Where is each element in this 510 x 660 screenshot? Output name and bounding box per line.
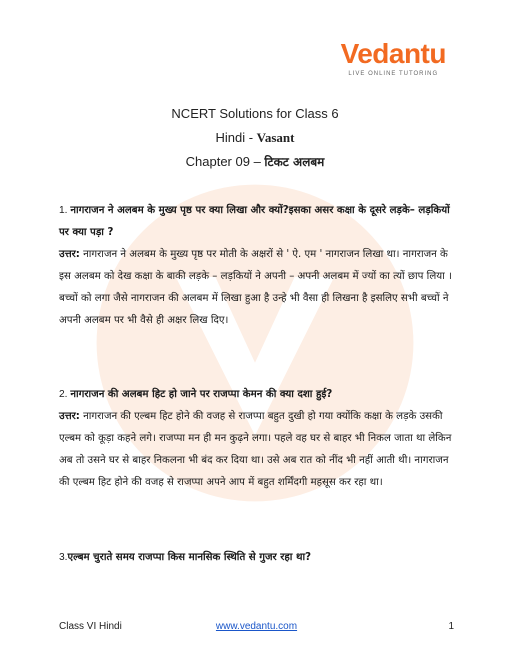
chapter-title: टिकट अलबम — [264, 155, 325, 169]
answer-label: उत्तर: — [59, 249, 80, 260]
question-text: नागराजन की अलबम हिट हो जाने पर राजप्पा केमन की क्या दशा हुई? — [70, 389, 333, 400]
vedantu-logo — [341, 40, 446, 77]
question-number: 3. — [59, 552, 68, 563]
question-text: नागराजन ने अलबम के मुख्य पृष्ठ पर क्या लिखा और क्यों?इसका असर कक्षा के दूसरे लड़के– लड़कियों पर क्या पड़ा ? — [59, 205, 450, 238]
question-2 — [59, 384, 454, 406]
answer-text: नागराजन ने अलबम के मुख्य पृष्ठ पर मोती के अक्षरों से ' ऐ. एम ' नागराजन लिखा था। नागराजन के इस अलबम को देख कक्षा के बाकी लड़के – लड़कियों ने अपनी – अपनी अलबम में ज्यों का त्यों छाप लिया । बच्चों को लगा जैसे नागराजन की अलबम में लिखा हुआ है उन्हे भी वैसा ही लिखना है इसलिए सभी बच्चों ने अपनी अलबम पर भी वैसे ही अक्षर लिख दिए। — [59, 249, 452, 326]
document-header — [0, 107, 510, 179]
subject-label: Hindi - — [215, 130, 257, 145]
question-2-block — [59, 384, 454, 494]
answer-label: उत्तर: — [59, 411, 80, 422]
question-number: 1. — [59, 205, 71, 216]
answer-1 — [59, 244, 454, 332]
page-number: 1 — [448, 621, 454, 632]
header-title: NCERT Solutions for Class 6 — [171, 106, 339, 121]
header-chapter — [0, 155, 510, 169]
answer-2 — [59, 406, 454, 494]
footer-class-label: Class VI Hindi — [59, 621, 122, 632]
book-name: Vasant — [256, 130, 295, 145]
answer-text: नागराजन की एल्बम हिट होने की वजह से राजप्पा बहुत दुखी हो गया क्योंकि कक्षा के लड़के उसकी एल्बम को कूड़ा कहने लगे। राजप्पा मन ही मन कुढ़ने लगा। पहले वह घर से बाहर भी निकल जाता था लेकिन अब तो उसने घर से बाहर निकलना भी बंद कर दिया था। उसे अब रात को नींद भी नहीं आती थी। नागराजन की एल्बम हिट होने की वजह से राजप्पा अपने आप में बहुत शर्मिंदगी महसूस कर रहा था। — [59, 411, 452, 488]
question-number: 2. — [59, 389, 71, 400]
footer-website-link[interactable]: www.vedantu.com — [215, 621, 298, 632]
chapter-number: Chapter 09 – — [185, 154, 265, 169]
logo-tagline: LIVE ONLINE TUTORING — [348, 71, 439, 77]
question-1-block — [59, 200, 454, 332]
logo-wordmark: Vedantu — [340, 38, 446, 69]
question-1 — [59, 200, 454, 244]
question-3 — [59, 547, 454, 569]
header-subject — [0, 131, 510, 145]
question-text: एल्बम चुराते समय राजप्पा किस मानसिक स्थिति से गुजर रहा था? — [67, 552, 312, 563]
question-3-block — [59, 547, 454, 569]
